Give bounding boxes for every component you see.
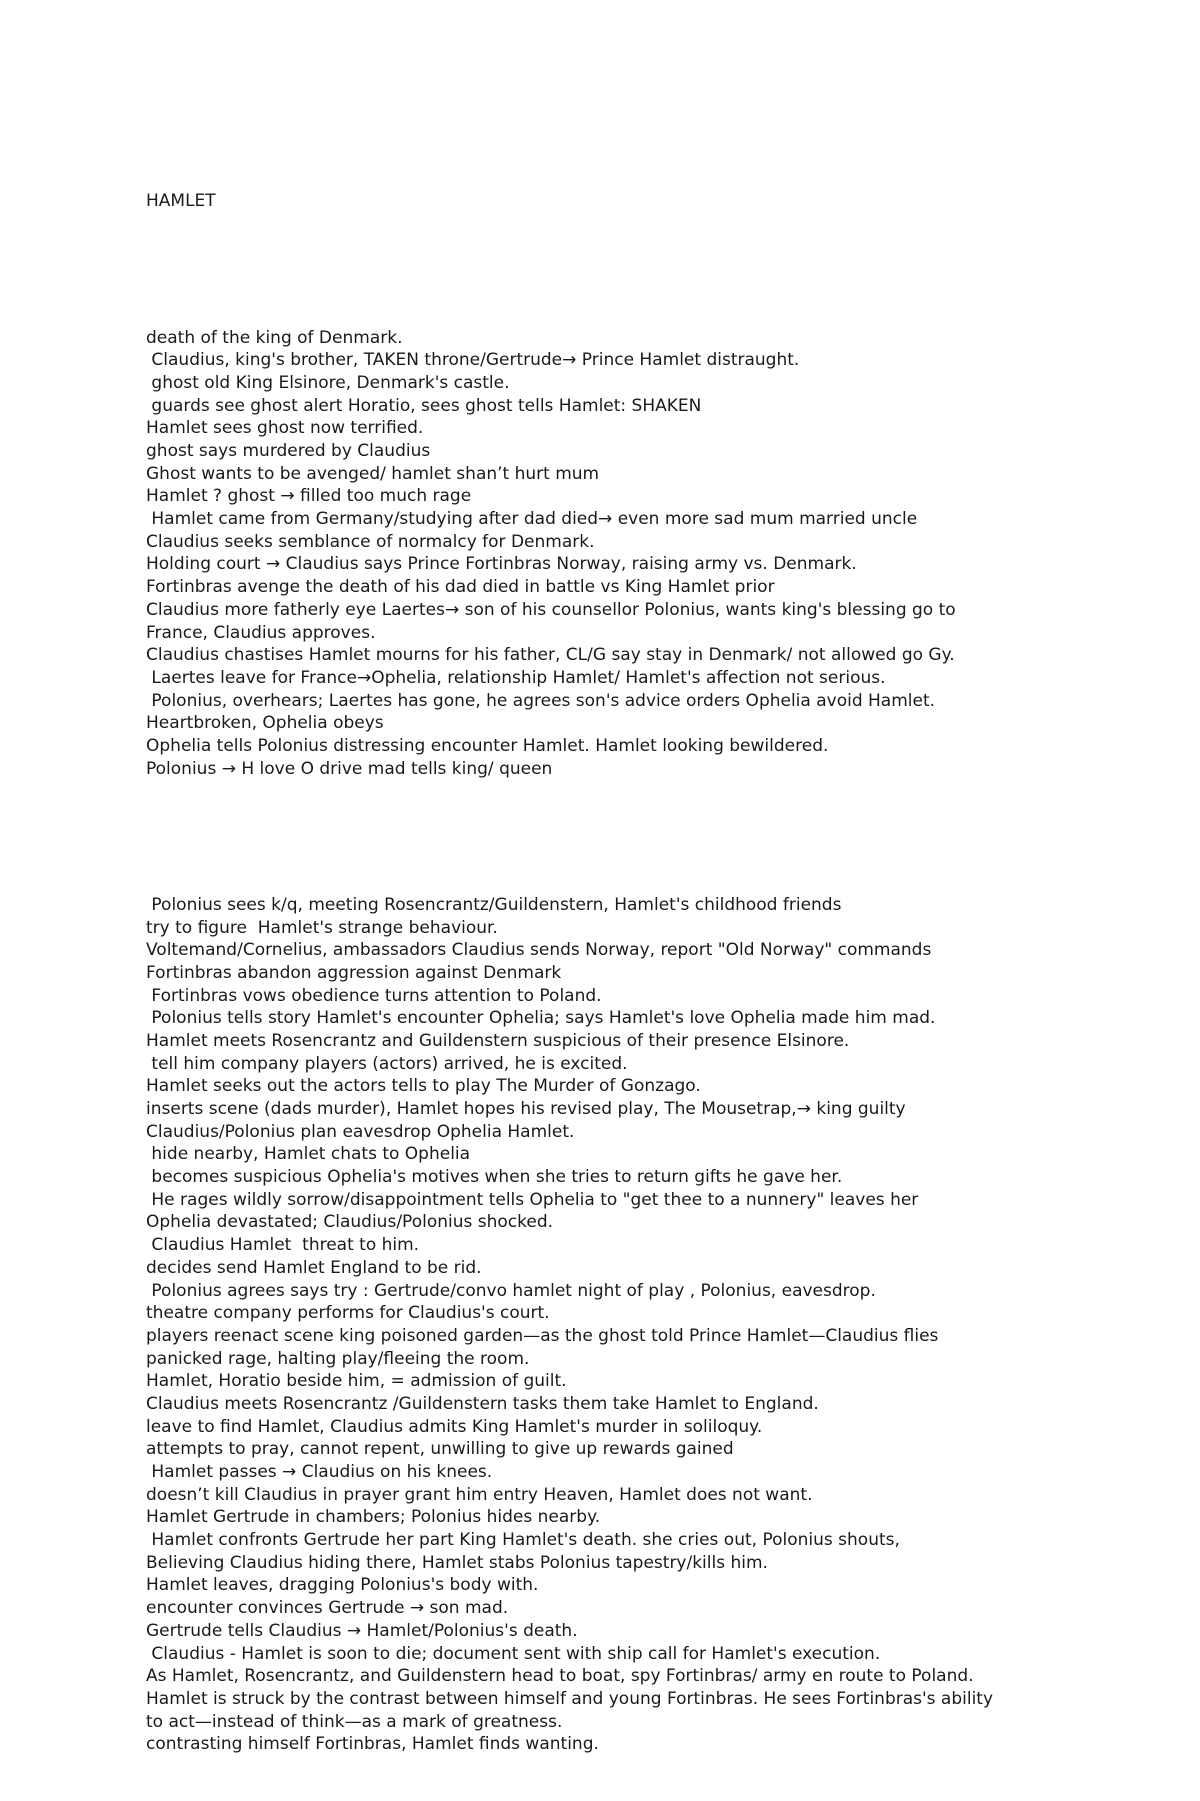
text-line: theatre company performs for Claudius's court. xyxy=(146,1303,550,1324)
text-line: Holding court → Claudius says Prince Fortinbras Norway, raising army vs. Denmark. xyxy=(146,554,857,575)
text-line: Laertes leave for France→Ophelia, relationship Hamlet/ Hamlet's affection not serious. xyxy=(146,667,886,688)
text-line: Hamlet Gertrude in chambers; Polonius hides nearby. xyxy=(146,1507,601,1528)
text-line: Fortinbras avenge the death of his dad died in battle vs King Hamlet prior xyxy=(146,577,775,598)
paragraph-1 xyxy=(146,327,1146,781)
text-line: Claudius, king's brother, TAKEN throne/Gertrude→ Prince Hamlet distraught. xyxy=(146,350,800,371)
text-line: Heartbroken, Ophelia obeys xyxy=(146,713,384,734)
text-line: Hamlet ? ghost → filled too much rage xyxy=(146,486,472,507)
blank-line xyxy=(146,259,1146,282)
text-line: try to figure Hamlet's strange behaviour. xyxy=(146,917,498,938)
text-line: Claudius - Hamlet is soon to die; document sent with ship call for Hamlet's execution. xyxy=(146,1643,881,1664)
text-line: tell him company players (actors) arrived, he is excited. xyxy=(146,1053,628,1074)
text-line: to act—instead of think—as a mark of greatness. xyxy=(146,1711,563,1732)
text-line: Gertrude tells Claudius → Hamlet/Polonius's death. xyxy=(146,1620,578,1641)
text-line: Hamlet sees ghost now terrified. xyxy=(146,418,424,439)
document-title: HAMLET xyxy=(146,191,216,212)
text-line: ghost says murdered by Claudius xyxy=(146,441,431,462)
text-line: guards see ghost alert Horatio, sees ghost tells Hamlet: SHAKEN xyxy=(146,395,702,416)
text-line: Hamlet leaves, dragging Polonius's body with. xyxy=(146,1575,539,1596)
text-line: Polonius agrees says try : Gertrude/convo hamlet night of play , Polonius, eavesdrop. xyxy=(146,1280,876,1301)
document-body xyxy=(146,145,1146,1801)
text-line: Hamlet passes → Claudius on his knees. xyxy=(146,1462,493,1483)
text-line: doesn’t kill Claudius in prayer grant him entry Heaven, Hamlet does not want. xyxy=(146,1484,813,1505)
text-line: contrasting himself Fortinbras, Hamlet finds wanting. xyxy=(146,1734,599,1755)
text-line: death of the king of Denmark. xyxy=(146,327,403,348)
text-line: Polonius sees k/q, meeting Rosencrantz/Guildenstern, Hamlet's childhood friends xyxy=(146,894,842,915)
text-line: leave to find Hamlet, Claudius admits King Hamlet's murder in soliloquy. xyxy=(146,1416,763,1437)
text-line: Hamlet confronts Gertrude her part King Hamlet's death. she cries out, Polonius shouts, xyxy=(146,1530,900,1551)
text-line: inserts scene (dads murder), Hamlet hopes his revised play, The Mousetrap,→ king guilty xyxy=(146,1099,906,1120)
text-line: attempts to pray, cannot repent, unwilling to give up rewards gained xyxy=(146,1439,734,1460)
text-line: Claudius seeks semblance of normalcy for Denmark. xyxy=(146,531,595,552)
text-line: Claudius chastises Hamlet mourns for his father, CL/G say stay in Denmark/ not allowed go Gy. xyxy=(146,645,955,666)
text-line: encounter convinces Gertrude → son mad. xyxy=(146,1598,509,1619)
text-line: Hamlet meets Rosencrantz and Guildenstern suspicious of their presence Elsinore. xyxy=(146,1030,850,1051)
text-line: Polonius → H love O drive mad tells king/ queen xyxy=(146,758,553,779)
text-line: Ophelia devastated; Claudius/Polonius shocked. xyxy=(146,1212,554,1233)
text-line: panicked rage, halting play/fleeing the room. xyxy=(146,1348,530,1369)
text-line: Claudius Hamlet threat to him. xyxy=(146,1235,420,1256)
text-line: Claudius more fatherly eye Laertes→ son of his counsellor Polonius, wants king's blessing go to xyxy=(146,599,956,620)
text-line: Hamlet is struck by the contrast between himself and young Fortinbras. He sees Fortinbras's ability xyxy=(146,1688,994,1709)
paragraph-2 xyxy=(146,894,1146,1756)
text-line: Polonius, overhears; Laertes has gone, he agrees son's advice orders Ophelia avoid Hamlet. xyxy=(146,690,936,711)
text-line: ghost old King Elsinore, Denmark's castle. xyxy=(146,372,510,393)
text-line: Ghost wants to be avenged/ hamlet shan’t hurt mum xyxy=(146,463,600,484)
text-line: hide nearby, Hamlet chats to Ophelia xyxy=(146,1144,471,1165)
text-line: Claudius meets Rosencrantz /Guildenstern tasks them take Hamlet to England. xyxy=(146,1393,819,1414)
text-line: players reenact scene king poisoned garden—as the ghost told Prince Hamlet—Claudius flies xyxy=(146,1325,939,1346)
text-line: Fortinbras abandon aggression against Denmark xyxy=(146,962,562,983)
text-line: Fortinbras vows obedience turns attention to Poland. xyxy=(146,985,602,1006)
text-line: Claudius/Polonius plan eavesdrop Ophelia Hamlet. xyxy=(146,1121,575,1142)
text-line: Hamlet seeks out the actors tells to play The Murder of Gonzago. xyxy=(146,1076,701,1097)
text-line: Hamlet, Horatio beside him, = admission of guilt. xyxy=(146,1371,567,1392)
text-line: Believing Claudius hiding there, Hamlet stabs Polonius tapestry/kills him. xyxy=(146,1552,768,1573)
text-line: Voltemand/Cornelius, ambassadors Claudius sends Norway, report "Old Norway" commands xyxy=(146,940,932,961)
blank-line xyxy=(146,826,1146,849)
text-line: becomes suspicious Ophelia's motives when she tries to return gifts he gave her. xyxy=(146,1167,843,1188)
text-line: decides send Hamlet England to be rid. xyxy=(146,1257,482,1278)
text-line: He rages wildly sorrow/disappointment tells Ophelia to "get thee to a nunnery" leaves her xyxy=(146,1189,919,1210)
text-line: Ophelia tells Polonius distressing encounter Hamlet. Hamlet looking bewildered. xyxy=(146,735,829,756)
text-line: France, Claudius approves. xyxy=(146,622,376,643)
text-line: Polonius tells story Hamlet's encounter Ophelia; says Hamlet's love Ophelia made him mad. xyxy=(146,1008,936,1029)
text-line: As Hamlet, Rosencrantz, and Guildenstern head to boat, spy Fortinbras/ army en route to Poland. xyxy=(146,1666,974,1687)
text-line: Hamlet came from Germany/studying after dad died→ even more sad mum married uncle xyxy=(146,509,918,530)
